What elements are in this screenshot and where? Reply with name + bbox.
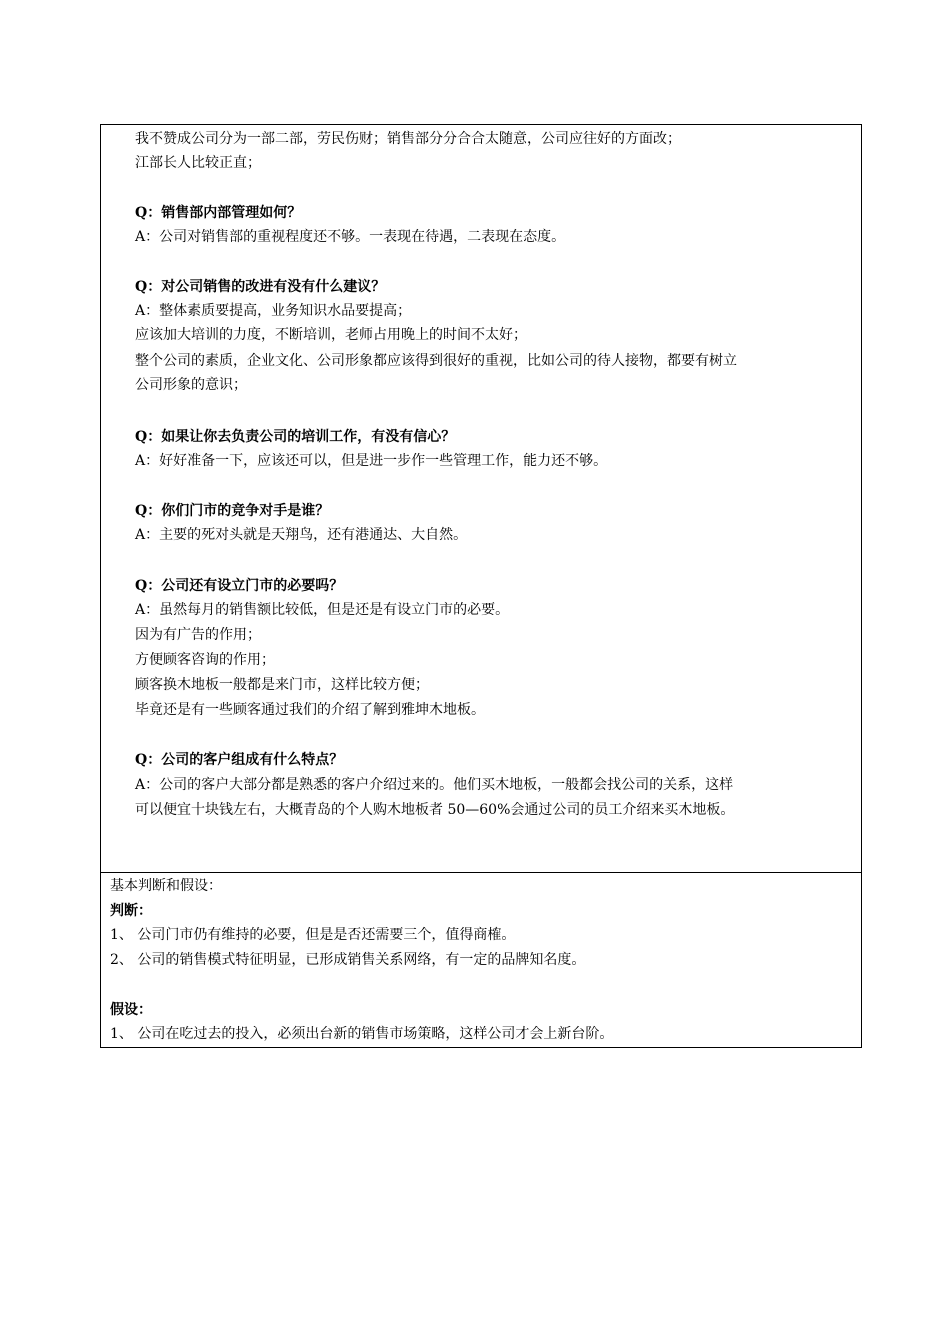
question: Q：你们门市的竞争对手是谁？ xyxy=(135,503,330,519)
intro-line: 我不赞成公司分为一部二部，劳民伤财；销售部分分合合太随意，公司应往好的方面改； xyxy=(135,131,681,147)
question: Q：公司的客户组成有什么特点？ xyxy=(135,752,344,768)
hypothesis-item: 1、 公司在吃过去的投入，必须出台新的销售市场策略，这样公司才会上新台阶。 xyxy=(110,1026,614,1042)
hypothesis-title: 假设： xyxy=(110,1002,152,1018)
question: Q：公司还有设立门市的必要吗？ xyxy=(135,578,344,594)
assessment-heading: 基本判断和假设： xyxy=(110,878,222,894)
answer-line: 方便顾客咨询的作用； xyxy=(135,652,275,668)
question: Q：对公司销售的改进有没有什么建议？ xyxy=(135,279,386,295)
judgment-item: 1、 公司门市仍有维持的必要，但是是否还需要三个，值得商榷。 xyxy=(110,927,516,943)
answer-line: 因为有广告的作用； xyxy=(135,627,261,643)
question: Q：如果让你去负责公司的培训工作，有没有信心？ xyxy=(135,429,456,445)
answer-line: A：好好准备一下，应该还可以，但是进一步作一些管理工作，能力还不够。 xyxy=(135,453,608,469)
answer-line: 应该加大培训的力度，不断培训，老师占用晚上的时间不太好； xyxy=(135,327,527,343)
answer-line: 公司形象的意识； xyxy=(135,377,247,393)
question: Q：销售部内部管理如何？ xyxy=(135,205,302,221)
answer-line: 整个公司的素质，企业文化、公司形象都应该得到很好的重视，比如公司的待人接物，都要有树立 xyxy=(135,353,737,369)
judgment-title: 判断： xyxy=(110,903,152,919)
answer-line: A：公司对销售部的重视程度还不够。一表现在待遇，二表现在态度。 xyxy=(135,229,566,245)
interview-section xyxy=(100,124,862,873)
answer-line: 毕竟还是有一些顾客通过我们的介绍了解到雅坤木地板。 xyxy=(135,702,485,718)
judgment-item: 2、 公司的销售模式特征明显，已形成销售关系网络，有一定的品牌知名度。 xyxy=(110,952,586,968)
intro-line: 江部长人比较正直； xyxy=(135,155,261,171)
answer-line: A：虽然每月的销售额比较低，但是还是有设立门市的必要。 xyxy=(135,602,510,618)
assessment-section xyxy=(100,872,862,1048)
answer-line: 可以便宜十块钱左右，大概青岛的个人购木地板者 50—60%会通过公司的员工介绍来买木地板。 xyxy=(135,802,735,818)
answer-line: A：整体素质要提高，业务知识水品要提高； xyxy=(135,303,412,319)
answer-line: A：公司的客户大部分都是熟悉的客户介绍过来的。他们买木地板，一般都会找公司的关系，这样 xyxy=(135,777,734,793)
answer-line: 顾客换木地板一般都是来门市，这样比较方便； xyxy=(135,677,429,693)
answer-line: A：主要的死对头就是天翔鸟，还有港通达、大自然。 xyxy=(135,527,468,543)
